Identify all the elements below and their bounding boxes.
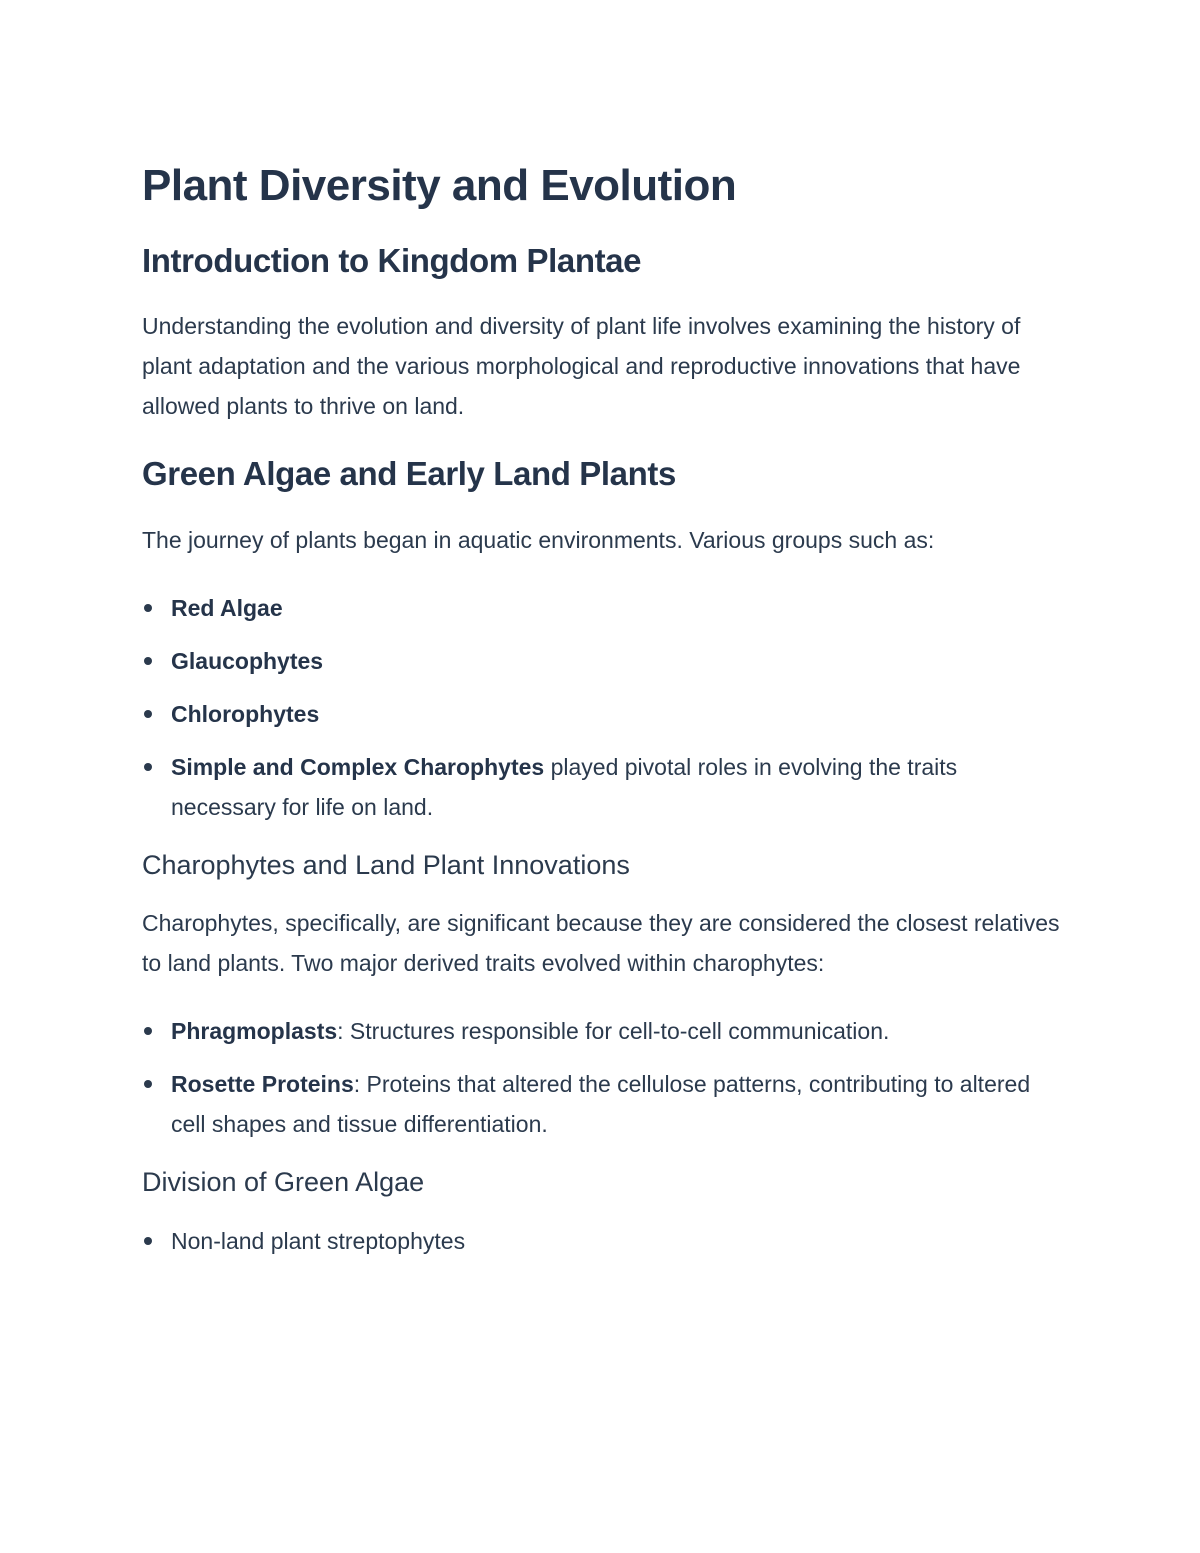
list-item-text: played pivotal roles in evolving the traits necessary for life on land.	[171, 753, 958, 820]
green-algae-paragraph: The journey of plants began in aquatic environments. Various groups such as:	[142, 526, 935, 553]
list-item-bold: Glaucophytes	[171, 647, 324, 674]
intro-heading: Introduction to Kingdom Plantae	[142, 241, 642, 279]
page-title: Plant Diversity and Evolution	[142, 161, 737, 210]
list-item	[142, 1064, 1062, 1144]
list-item	[142, 1011, 1062, 1051]
algae-groups-list	[142, 588, 1062, 827]
bullet-icon	[144, 657, 152, 665]
bullet-icon	[144, 710, 152, 718]
document-page	[142, 160, 1062, 1283]
list-item	[142, 588, 1062, 628]
list-item	[142, 641, 1062, 681]
bullet-icon	[144, 763, 152, 771]
charophytes-paragraph: Charophytes, specifically, are significant because they are considered the closest relatives to land plants. Two major derived traits evolved within charophytes:	[142, 910, 1060, 977]
list-item-text: : Structures responsible for cell-to-cell communication.	[337, 1018, 890, 1045]
division-heading: Division of Green Algae	[142, 1167, 425, 1198]
list-item	[142, 747, 1062, 827]
charophytes-heading: Charophytes and Land Plant Innovations	[142, 849, 630, 880]
bullet-icon	[144, 604, 152, 612]
list-item-text: : Proteins that altered the cellulose patterns, contributing to altered cell shapes and tissue differentiation.	[171, 1071, 1031, 1138]
bullet-icon	[144, 1237, 152, 1245]
derived-traits-list	[142, 1011, 1062, 1144]
list-item-text: Non-land plant streptophytes	[171, 1227, 466, 1254]
list-item	[142, 694, 1062, 734]
list-item-bold: Red Algae	[171, 594, 283, 621]
list-item-bold: Rosette Proteins	[171, 1071, 354, 1098]
list-item-bold: Phragmoplasts	[171, 1018, 338, 1045]
green-algae-heading: Green Algae and Early Land Plants	[142, 455, 676, 493]
list-item	[142, 1221, 1062, 1261]
bullet-icon	[144, 1080, 152, 1088]
intro-paragraph: Understanding the evolution and diversity of plant life involves examining the history of plant adaptation and the various morphological and reproductive innovations that have allowed plants to thrive on land.	[142, 313, 1021, 420]
list-item-bold: Simple and Complex Charophytes	[171, 753, 545, 780]
list-item-bold: Chlorophytes	[171, 700, 320, 727]
bullet-icon	[144, 1027, 152, 1035]
division-list	[142, 1221, 1062, 1261]
